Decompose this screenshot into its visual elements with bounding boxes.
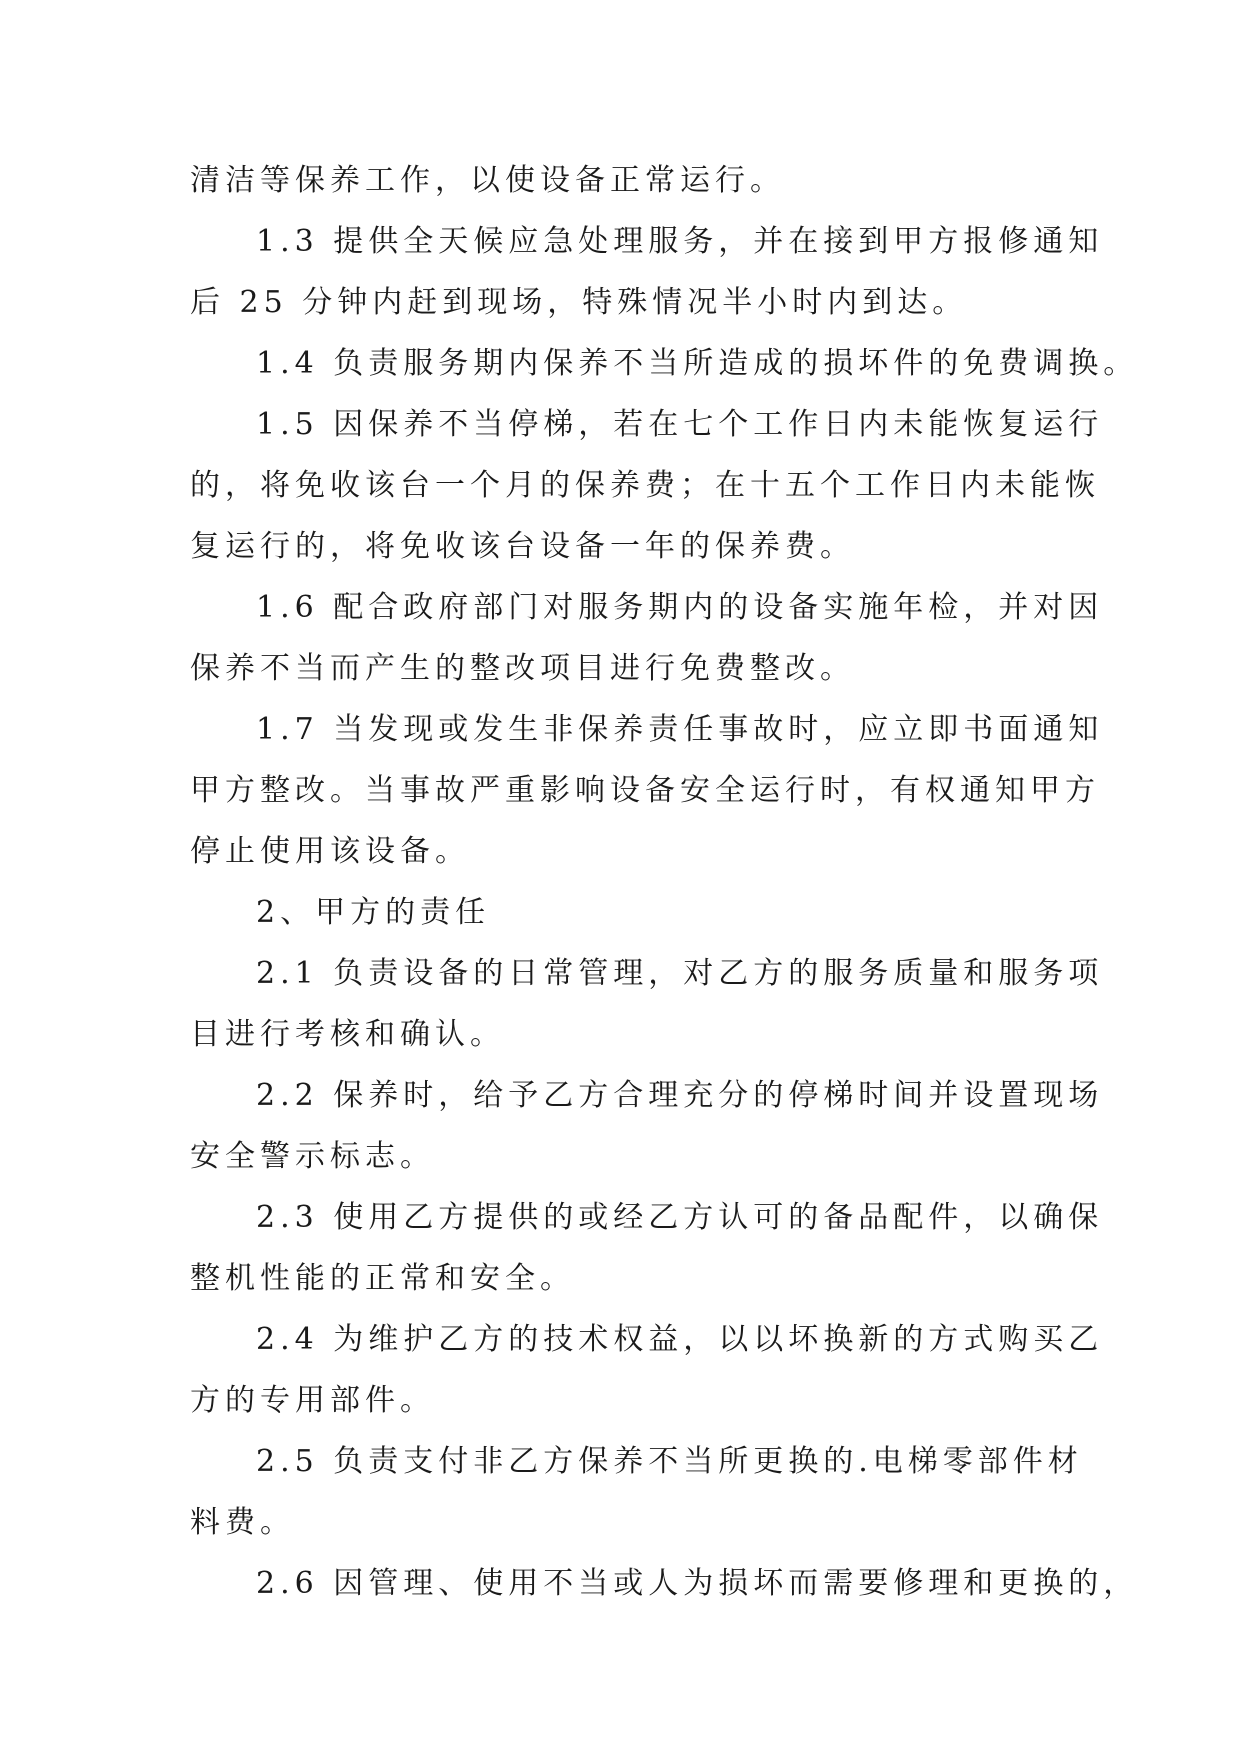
text-line: 1.5 因保养不当停梯，若在七个工作日内未能恢复运行 <box>256 407 1104 442</box>
text-line: 2.3 使用乙方提供的或经乙方认可的备品配件，以确保 <box>256 1200 1104 1235</box>
text-line: 料费。 <box>190 1505 295 1540</box>
text-line: 1.4 负责服务期内保养不当所造成的损坏件的免费调换。 <box>256 346 1139 381</box>
text-line: 复运行的，将免收该台设备一年的保养费。 <box>190 529 855 564</box>
text-line: 停止使用该设备。 <box>190 834 470 869</box>
text-line: 后 25 分钟内赶到现场，特殊情况半小时内到达。 <box>190 285 968 320</box>
text-line: 保养不当而产生的整改项目进行免费整改。 <box>190 651 855 686</box>
text-line: 1.6 配合政府部门对服务期内的设备实施年检，并对因 <box>256 590 1104 625</box>
text-line: 清洁等保养工作，以使设备正常运行。 <box>190 163 785 198</box>
text-line: 2.1 负责设备的日常管理，对乙方的服务质量和服务项 <box>256 956 1104 991</box>
text-line: 1.3 提供全天候应急处理服务，并在接到甲方报修通知 <box>256 224 1104 259</box>
text-line: 2.5 负责支付非乙方保养不当所更换的.电梯零部件材 <box>256 1444 1083 1479</box>
text-line: 1.7 当发现或发生非保养责任事故时，应立即书面通知 <box>256 712 1104 747</box>
text-line: 的，将免收该台一个月的保养费；在十五个工作日内未能恢 <box>190 468 1100 503</box>
text-line: 整机性能的正常和安全。 <box>190 1261 575 1296</box>
text-line: 方的专用部件。 <box>190 1383 435 1418</box>
text-line: 甲方整改。当事故严重影响设备安全运行时，有权通知甲方 <box>190 773 1100 808</box>
text-line: 目进行考核和确认。 <box>190 1017 505 1052</box>
document-page <box>190 150 1139 1614</box>
text-line: 安全警示标志。 <box>190 1139 435 1174</box>
text-line: 2.6 因管理、使用不当或人为损坏而需要修理和更换的， <box>256 1566 1139 1601</box>
text-line: 2.4 为维护乙方的技术权益，以以坏换新的方式购买乙 <box>256 1322 1104 1357</box>
text-line: 2.2 保养时，给予乙方合理充分的停梯时间并设置现场 <box>256 1078 1104 1113</box>
section-heading: 2、甲方的责任 <box>256 895 491 930</box>
